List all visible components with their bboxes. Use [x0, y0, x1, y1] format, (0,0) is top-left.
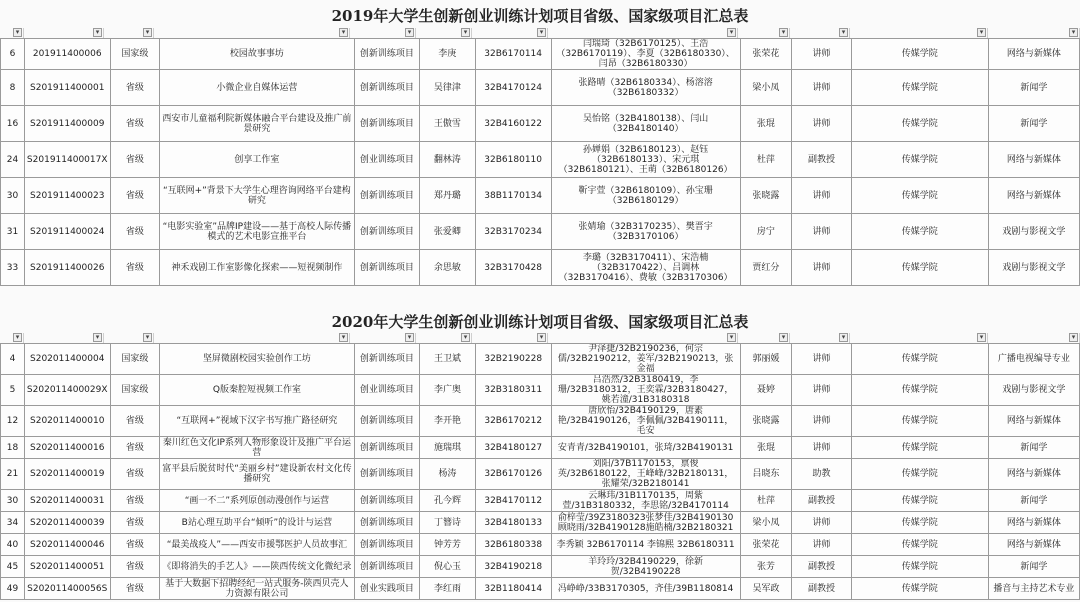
cell-leader[interactable]: 杨涛 [420, 459, 476, 490]
cell-title[interactable]: 副教授 [792, 578, 852, 600]
cell-student-id[interactable]: 32B6170212 [475, 406, 551, 437]
filter-header-cell [790, 28, 850, 38]
cell-index[interactable]: 8 [1, 70, 25, 106]
cell-project-id[interactable]: S201911400026 [24, 250, 110, 286]
filter-header-cell [850, 333, 988, 343]
cell-project-name[interactable]: 校园故事事坊 [160, 39, 354, 70]
cell-level[interactable]: 省级 [110, 534, 160, 556]
cell-project-id[interactable]: S202011400031 [24, 490, 110, 512]
filter-header-cell [472, 28, 548, 38]
cell-project-id[interactable]: S201911400024 [24, 214, 110, 250]
cell-college[interactable]: 传媒学院 [851, 534, 988, 556]
cell-college[interactable]: 传媒学院 [851, 578, 988, 600]
cell-college[interactable]: 传媒学院 [851, 406, 988, 437]
cell-project-name[interactable]: “画一不二”系列原创动漫创作与运营 [160, 490, 355, 512]
dropdown-filter-icon[interactable]: ▾ [977, 333, 986, 342]
table-title-2020: 2020年大学生创新创业训练计划项目省级、国家级项目汇总表 [331, 313, 749, 331]
cell-level[interactable]: 省级 [110, 578, 160, 600]
cell-project-id[interactable]: S202011400046 [24, 534, 110, 556]
table-row [1, 534, 1080, 556]
cell-members[interactable]: 李璐（32B3170411）、宋浩楠（32B3170422）、吕调林（32B3170416）、费敏（32B3170306） [551, 250, 740, 286]
cell-leader[interactable]: 王卫斌 [420, 344, 476, 375]
cell-project-type[interactable]: 创新训练项目 [354, 214, 420, 250]
table-row [1, 512, 1080, 534]
cell-index[interactable]: 18 [1, 437, 25, 459]
cell-leader[interactable]: 李庚 [420, 39, 476, 70]
cell-title[interactable]: 讲师 [792, 250, 852, 286]
cell-title[interactable]: 副教授 [792, 556, 852, 578]
dropdown-filter-icon[interactable]: ▾ [537, 333, 546, 342]
cell-project-name[interactable]: 创享工作室 [160, 142, 354, 178]
cell-project-id[interactable]: S201911400009 [24, 106, 110, 142]
cell-advisor[interactable]: 张琨 [740, 106, 792, 142]
filter-header-cell [790, 333, 850, 343]
cell-advisor[interactable]: 张晓露 [740, 406, 792, 437]
cell-major[interactable]: 网络与新媒体 [988, 406, 1079, 437]
cell-members[interactable]: 靳宇萱（32B6180109）、孙宝珊（32B6180129） [551, 178, 740, 214]
dropdown-filter-icon[interactable]: ▾ [13, 333, 22, 342]
filter-header-cell [0, 28, 24, 38]
cell-project-id[interactable]: S202011400010 [24, 406, 110, 437]
cell-members[interactable]: 尹泽捷/32B2190236，何宗儒/32B2190212，姜军/32B2190213，张金福 [551, 344, 740, 375]
cell-college[interactable]: 传媒学院 [851, 142, 988, 178]
cell-project-id[interactable]: S201911400001 [24, 70, 110, 106]
filter-header-cell [738, 28, 790, 38]
cell-leader[interactable]: 钟芳芳 [420, 534, 476, 556]
cell-advisor[interactable]: 吴军政 [740, 578, 792, 600]
cell-project-type[interactable]: 创新训练项目 [354, 534, 420, 556]
cell-members[interactable]: 安青青/32B4190101，张琦/32B4190131 [551, 437, 740, 459]
cell-student-id[interactable]: 32B2190228 [475, 344, 551, 375]
cell-student-id[interactable]: 32B3180311 [475, 375, 551, 406]
cell-advisor[interactable]: 杜萍 [740, 490, 792, 512]
cell-index[interactable]: 16 [1, 106, 25, 142]
cell-members[interactable]: 羊玲玲/32B4190229，徐新贺/32B4190228 [551, 556, 740, 578]
filter-header-cell [350, 28, 416, 38]
cell-student-id[interactable]: 32B4180127 [475, 437, 551, 459]
table-row [1, 178, 1080, 214]
cell-members[interactable]: 孙婵娟（32B6180123）、赵钰（32B6180133）、宋元琪（32B6180121）、王萌（32B6180126） [551, 142, 740, 178]
cell-project-type[interactable]: 创新训练项目 [354, 250, 420, 286]
cell-college[interactable]: 传媒学院 [851, 375, 988, 406]
cell-project-name[interactable]: “最美战疫人”——西安市援鄂医护人员故事汇 [160, 534, 355, 556]
dropdown-filter-icon[interactable]: ▾ [537, 28, 546, 37]
cell-index[interactable]: 33 [1, 250, 25, 286]
table-row [1, 375, 1080, 406]
cell-project-id[interactable]: S201911400023 [24, 178, 110, 214]
cell-members[interactable]: 张路晴（32B6180334）、杨溶溶（32B6180332） [551, 70, 740, 106]
cell-index[interactable]: 4 [1, 344, 25, 375]
cell-project-name[interactable]: 富平县后脱贫时代“美丽乡村”建设新农村文化传播研究 [160, 459, 355, 490]
cell-college[interactable]: 传媒学院 [851, 39, 988, 70]
cell-student-id[interactable]: 32B4180133 [475, 512, 551, 534]
cell-major[interactable]: 播音与主持艺术专业 [988, 578, 1079, 600]
cell-advisor[interactable]: 杜萍 [740, 142, 792, 178]
cell-members[interactable]: 闫瑞琦（32B6170125）、王浩（32B6170119）、李夏（32B6180330）、闫昂（32B6180330） [551, 39, 740, 70]
cell-project-id[interactable]: S202011400019 [24, 459, 110, 490]
cell-members[interactable]: 吴怡铭（32B4180138）、闫山（32B4180140） [551, 106, 740, 142]
cell-index[interactable]: 5 [1, 375, 25, 406]
cell-major[interactable]: 网络与新媒体 [988, 39, 1079, 70]
table-row [1, 70, 1080, 106]
dropdown-filter-icon[interactable]: ▾ [143, 28, 152, 37]
cell-members[interactable]: 张婧瑜（32B3170235）、樊晋宇（32B3170106） [551, 214, 740, 250]
filter-header-cell [154, 333, 350, 343]
cell-project-name[interactable]: 小微企业自媒体运营 [160, 70, 354, 106]
cell-project-name[interactable]: “电影实验室”品牌IP建设——基于高校人际传播模式的艺术电影宣推平台 [160, 214, 354, 250]
cell-student-id[interactable]: 32B3170428 [475, 250, 551, 286]
cell-project-type[interactable]: 创新训练项目 [354, 512, 420, 534]
cell-leader[interactable]: 余思敏 [420, 250, 476, 286]
cell-members[interactable]: 李秀颖 32B6170114 李锦熙 32B6180311 [551, 534, 740, 556]
table-row [1, 39, 1080, 70]
filter-header-cell [104, 333, 154, 343]
cell-major[interactable]: 网络与新媒体 [988, 178, 1079, 214]
cell-index[interactable]: 6 [1, 39, 25, 70]
cell-student-id[interactable]: 38B1170134 [475, 178, 551, 214]
cell-title[interactable]: 讲师 [792, 437, 852, 459]
cell-project-id[interactable]: S202011400056S [24, 578, 110, 600]
dropdown-filter-icon[interactable]: ▾ [727, 333, 736, 342]
cell-title[interactable]: 讲师 [792, 344, 852, 375]
dropdown-filter-icon[interactable]: ▾ [405, 333, 414, 342]
filter-header-cell [24, 28, 104, 38]
dropdown-filter-icon[interactable]: ▾ [339, 28, 348, 37]
cell-level[interactable]: 省级 [110, 70, 160, 106]
cell-advisor[interactable]: 张荣花 [740, 534, 792, 556]
dropdown-filter-icon[interactable]: ▾ [93, 333, 102, 342]
cell-major[interactable]: 戏剧与影视文学 [988, 214, 1079, 250]
cell-leader[interactable]: 倪心玉 [420, 556, 476, 578]
cell-major[interactable]: 新闻学 [988, 70, 1079, 106]
cell-title[interactable]: 讲师 [792, 406, 852, 437]
dropdown-filter-icon[interactable]: ▾ [405, 28, 414, 37]
cell-student-id[interactable]: 32B6170114 [475, 39, 551, 70]
table-2020 [0, 343, 1080, 600]
filter-header-cell [154, 28, 350, 38]
cell-level[interactable]: 省级 [110, 459, 160, 490]
cell-student-id[interactable]: 32B6170126 [475, 459, 551, 490]
filter-header-cell [850, 28, 988, 38]
cell-project-type[interactable]: 创新训练项目 [354, 344, 420, 375]
cell-project-name[interactable]: B站心理互助平台“倾听”的设计与运营 [160, 512, 355, 534]
dropdown-filter-icon[interactable]: ▾ [1069, 333, 1078, 342]
dropdown-filter-icon[interactable]: ▾ [1069, 28, 1078, 37]
cell-project-type[interactable]: 创新训练项目 [354, 39, 420, 70]
cell-project-id[interactable]: S201911400017X [24, 142, 110, 178]
cell-level[interactable]: 省级 [110, 142, 160, 178]
table-2019 [0, 38, 1080, 286]
cell-members[interactable]: 吕浩然/32B3180419，李珊/32B3180312，王奕霖/32B3180427，姚若潼/31B3180318 [551, 375, 740, 406]
cell-leader[interactable]: 翻林涛 [420, 142, 476, 178]
cell-title[interactable]: 讲师 [792, 214, 852, 250]
cell-student-id[interactable]: 32B6180110 [475, 142, 551, 178]
dropdown-filter-icon[interactable]: ▾ [779, 28, 788, 37]
cell-level[interactable]: 省级 [110, 178, 160, 214]
dropdown-filter-icon[interactable]: ▾ [93, 28, 102, 37]
cell-project-name[interactable]: 西安市儿童福利院新媒体融合平台建设及推广前景研究 [160, 106, 354, 142]
cell-leader[interactable]: 施瑞琪 [420, 437, 476, 459]
cell-title[interactable]: 副教授 [792, 142, 852, 178]
dropdown-filter-icon[interactable]: ▾ [13, 28, 22, 37]
cell-major[interactable]: 新闻学 [988, 437, 1079, 459]
cell-leader[interactable]: 王傲雪 [420, 106, 476, 142]
cell-members[interactable]: 俞梓莹/39Z3180323张梦佳/32B4190130顾晓雨/32B4190128施皓楠/32B2180321 [551, 512, 740, 534]
dropdown-filter-icon[interactable]: ▾ [977, 28, 986, 37]
cell-major[interactable]: 新闻学 [988, 106, 1079, 142]
cell-level[interactable]: 省级 [110, 106, 160, 142]
cell-index[interactable]: 45 [1, 556, 25, 578]
filter-header-cell [988, 333, 1080, 343]
cell-members[interactable]: 云琳玮/31B1170135，周紫萱/31B3180332，李思铭/32B4170114 [551, 490, 740, 512]
filter-header-row [0, 28, 1080, 38]
cell-major[interactable]: 网络与新媒体 [988, 459, 1079, 490]
table-row [1, 578, 1080, 600]
cell-college[interactable]: 传媒学院 [851, 214, 988, 250]
cell-student-id[interactable]: 32B4190218 [475, 556, 551, 578]
cell-level[interactable]: 国家级 [110, 39, 160, 70]
cell-leader[interactable]: 李广奥 [420, 375, 476, 406]
cell-student-id[interactable]: 32B4170124 [475, 70, 551, 106]
cell-project-type[interactable]: 创业实践项目 [354, 578, 420, 600]
filter-header-cell [24, 333, 104, 343]
cell-college[interactable]: 传媒学院 [851, 250, 988, 286]
cell-major[interactable]: 新闻学 [988, 490, 1079, 512]
filter-header-cell [350, 333, 416, 343]
cell-title[interactable]: 助教 [792, 459, 852, 490]
cell-leader[interactable]: 李红雨 [420, 578, 476, 600]
cell-index[interactable]: 49 [1, 578, 25, 600]
dropdown-filter-icon[interactable]: ▾ [727, 28, 736, 37]
cell-advisor[interactable]: 梁小凤 [740, 512, 792, 534]
cell-project-type[interactable]: 创新训练项目 [354, 437, 420, 459]
cell-title[interactable]: 副教授 [792, 490, 852, 512]
cell-index[interactable]: 31 [1, 214, 25, 250]
dropdown-filter-icon[interactable]: ▾ [839, 28, 848, 37]
dropdown-filter-icon[interactable]: ▾ [143, 333, 152, 342]
cell-major[interactable]: 新闻学 [988, 556, 1079, 578]
cell-level[interactable]: 省级 [110, 250, 160, 286]
cell-college[interactable]: 传媒学院 [851, 344, 988, 375]
table-row [1, 459, 1080, 490]
table-row [1, 250, 1080, 286]
cell-advisor[interactable]: 张琨 [740, 437, 792, 459]
cell-college[interactable]: 传媒学院 [851, 106, 988, 142]
cell-college[interactable]: 传媒学院 [851, 178, 988, 214]
cell-student-id[interactable]: 32B6180338 [475, 534, 551, 556]
table-row [1, 142, 1080, 178]
cell-major[interactable]: 戏剧与影视文学 [988, 375, 1079, 406]
cell-college[interactable]: 传媒学院 [851, 459, 988, 490]
cell-leader[interactable]: 丁簪诗 [420, 512, 476, 534]
table-row [1, 490, 1080, 512]
dropdown-filter-icon[interactable]: ▾ [839, 333, 848, 342]
cell-advisor[interactable]: 梁小凤 [740, 70, 792, 106]
cell-project-type[interactable]: 创新训练项目 [354, 70, 420, 106]
cell-project-id[interactable]: S202011400051 [24, 556, 110, 578]
cell-major[interactable]: 网络与新媒体 [988, 512, 1079, 534]
table-title-2019: 2019年大学生创新创业训练计划项目省级、国家级项目汇总表 [331, 7, 749, 25]
cell-project-type[interactable]: 创业训练项目 [354, 142, 420, 178]
cell-college[interactable]: 传媒学院 [851, 437, 988, 459]
cell-level[interactable]: 省级 [110, 512, 160, 534]
table-row [1, 437, 1080, 459]
cell-project-id[interactable]: S202011400016 [24, 437, 110, 459]
cell-project-id[interactable]: S202011400039 [24, 512, 110, 534]
table-row [1, 214, 1080, 250]
cell-project-type[interactable]: 创新训练项目 [354, 459, 420, 490]
cell-title[interactable]: 讲师 [792, 534, 852, 556]
cell-leader[interactable]: 张爱卿 [420, 214, 476, 250]
filter-header-cell [104, 28, 154, 38]
cell-advisor[interactable]: 张芳 [740, 556, 792, 578]
cell-title[interactable]: 讲师 [792, 70, 852, 106]
cell-index[interactable]: 34 [1, 512, 25, 534]
cell-project-name[interactable]: “互联网+”视域下汉字书写推广路径研究 [160, 406, 355, 437]
filter-header-cell [416, 28, 472, 38]
cell-index[interactable]: 21 [1, 459, 25, 490]
cell-advisor[interactable]: 吕晓东 [740, 459, 792, 490]
cell-project-name[interactable]: 秦川红色文化IP系列人物形象设计及推广平台运营 [160, 437, 355, 459]
filter-header-cell [988, 28, 1080, 38]
cell-project-name[interactable]: “互联网+”背景下大学生心理咨询网络平台建构研究 [160, 178, 354, 214]
cell-title[interactable]: 讲师 [792, 375, 852, 406]
cell-major[interactable]: 广播电视编导专业 [988, 344, 1079, 375]
cell-project-type[interactable]: 创新训练项目 [354, 556, 420, 578]
filter-header-cell [738, 333, 790, 343]
filter-header-cell [0, 333, 24, 343]
cell-college[interactable]: 传媒学院 [851, 512, 988, 534]
cell-project-type[interactable]: 创新训练项目 [354, 106, 420, 142]
cell-advisor[interactable]: 郭丽媛 [740, 344, 792, 375]
cell-project-name[interactable]: Q版秦腔短视频工作室 [160, 375, 355, 406]
cell-title[interactable]: 讲师 [792, 39, 852, 70]
cell-project-name[interactable]: 基于大数据下招聘经纪一站式服务-陕西贝壳人力资源有限公司 [160, 578, 355, 600]
cell-student-id[interactable]: 32B4160122 [475, 106, 551, 142]
dropdown-filter-icon[interactable]: ▾ [461, 28, 470, 37]
cell-major[interactable]: 网络与新媒体 [988, 534, 1079, 556]
cell-project-name[interactable]: 坚屏微剧校园实验创作工坊 [160, 344, 355, 375]
cell-index[interactable]: 24 [1, 142, 25, 178]
cell-advisor[interactable]: 张荣花 [740, 39, 792, 70]
cell-index[interactable]: 40 [1, 534, 25, 556]
cell-project-type[interactable]: 创业训练项目 [354, 375, 420, 406]
cell-level[interactable]: 国家级 [110, 375, 160, 406]
cell-index[interactable]: 12 [1, 406, 25, 437]
cell-level[interactable]: 省级 [110, 437, 160, 459]
cell-project-type[interactable]: 创新训练项目 [354, 406, 420, 437]
filter-header-cell [472, 333, 548, 343]
cell-title[interactable]: 讲师 [792, 178, 852, 214]
filter-header-cell [548, 28, 738, 38]
dropdown-filter-icon[interactable]: ▾ [339, 333, 348, 342]
cell-leader[interactable]: 孔今辉 [420, 490, 476, 512]
cell-leader[interactable]: 郑丹璐 [420, 178, 476, 214]
cell-project-name[interactable]: 神禾戏剧工作室影像化探索——短视频制作 [160, 250, 354, 286]
cell-major[interactable]: 网络与新媒体 [988, 142, 1079, 178]
cell-project-id[interactable]: 201911400006 [24, 39, 110, 70]
cell-student-id[interactable]: 32B1180414 [475, 578, 551, 600]
cell-college[interactable]: 传媒学院 [851, 556, 988, 578]
cell-index[interactable]: 30 [1, 490, 25, 512]
cell-level[interactable]: 省级 [110, 490, 160, 512]
cell-level[interactable]: 省级 [110, 406, 160, 437]
filter-header-row [0, 333, 1080, 343]
cell-student-id[interactable]: 32B4170112 [475, 490, 551, 512]
cell-advisor[interactable]: 房宁 [740, 214, 792, 250]
table-row [1, 344, 1080, 375]
cell-level[interactable]: 国家级 [110, 344, 160, 375]
cell-project-id[interactable]: S202011400029X [24, 375, 110, 406]
cell-college[interactable]: 传媒学院 [851, 490, 988, 512]
cell-leader[interactable]: 吴律津 [420, 70, 476, 106]
cell-project-name[interactable]: 《即将消失的手艺人》——陕西传统文化微纪录 [160, 556, 355, 578]
cell-advisor[interactable]: 聂婷 [740, 375, 792, 406]
cell-members[interactable]: 刘阳/37B1170153，禀俊英/32B6180122，王峰峰/32B2180131，张耀荣/32B2180141 [551, 459, 740, 490]
cell-title[interactable]: 讲师 [792, 106, 852, 142]
table-row [1, 106, 1080, 142]
filter-header-cell [416, 333, 472, 343]
cell-major[interactable]: 戏剧与影视文学 [988, 250, 1079, 286]
dropdown-filter-icon[interactable]: ▾ [461, 333, 470, 342]
table-row [1, 406, 1080, 437]
cell-college[interactable]: 传媒学院 [851, 70, 988, 106]
cell-project-type[interactable]: 创新训练项目 [354, 490, 420, 512]
cell-project-id[interactable]: S202011400004 [24, 344, 110, 375]
cell-level[interactable]: 省级 [110, 556, 160, 578]
cell-advisor[interactable]: 贾红分 [740, 250, 792, 286]
cell-members[interactable]: 冯峥峥/33B3170305，齐佳/39B1180814 [551, 578, 740, 600]
table-row [1, 556, 1080, 578]
cell-level[interactable]: 省级 [110, 214, 160, 250]
cell-members[interactable]: 唐欣怡/32B4190129，唐素艳/32B4190126，李佩佩/32B4190111，毛安 [551, 406, 740, 437]
cell-title[interactable]: 讲师 [792, 512, 852, 534]
cell-leader[interactable]: 李开艳 [420, 406, 476, 437]
cell-advisor[interactable]: 张晓露 [740, 178, 792, 214]
cell-index[interactable]: 30 [1, 178, 25, 214]
dropdown-filter-icon[interactable]: ▾ [779, 333, 788, 342]
cell-student-id[interactable]: 32B3170234 [475, 214, 551, 250]
cell-project-type[interactable]: 创新训练项目 [354, 178, 420, 214]
filter-header-cell [548, 333, 738, 343]
